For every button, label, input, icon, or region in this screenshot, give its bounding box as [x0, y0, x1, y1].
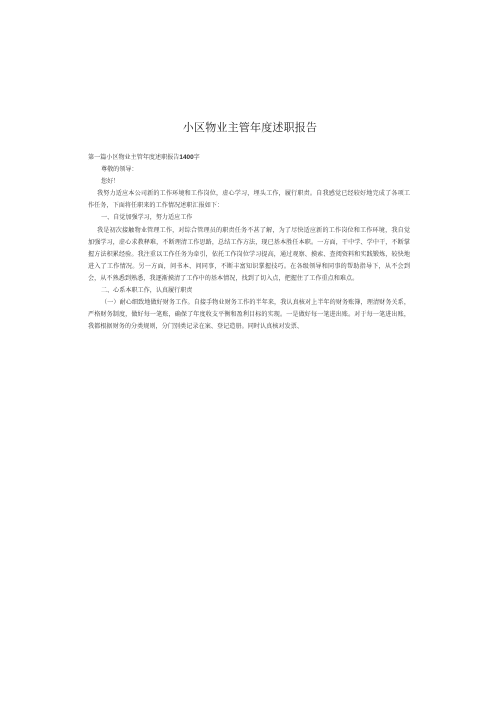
paragraph: 我是初次接触物业管理工作，对综合管理员的职责任务不甚了解，为了尽快适应新的工作岗位和工作环境，我自觉加强学习，虚心求教释难，不断理清工作思路，总结工作方法，现已基本胜任本职。一方面，干中学、学中干，不断掌握方法积累经验。我注重以工作任务为牵引，依托工作岗位学习提高，通过观察、摸索、查阅资料和实践锻炼，较快地进入了工作情况。另一方面，问书本、问同事，不断丰富知识掌握技巧。在各级领导和同事的帮助指导下，从不会到会，从不熟悉到熟悉，我逐渐摸清了工作中的基本情况，找到了切入点，把握住了工作重点和难点。: [88, 226, 410, 282]
paragraph: 我努力适应本公司新的工作环境和工作岗位，虚心学习，埋头工作，履行职责。自我感觉已经较好地完成了各项工作任务，下面将任职来的工作情况述职汇报如下：: [88, 190, 410, 210]
document-title: 小区物业主管年度述职报告: [182, 121, 318, 134]
subheading: 一、自觉加强学习，努力适应工作: [101, 214, 193, 222]
section-heading: [88, 152, 410, 164]
heading-number: 1400: [179, 154, 194, 161]
heading-prefix: 第一篇小区物业主管年度述职报告: [88, 154, 180, 161]
greeting: 您好！: [101, 178, 120, 186]
paragraph: （一）耐心细致地做好财务工作。自接手物业财务工作的半年来，我认真核对上半年的财务账簿，理清财务关系，严格财务制度，做好每一笔账，确保了年度收支平衡和盈利目标的实现。一是做好每一笔进出账。对于每一笔进出账，我都根据财务的分类规则，分门别类记录在案、登记造册。同时认真核对发票、: [88, 299, 410, 331]
heading-suffix: 字: [193, 154, 200, 161]
subheading: 二、心系本职工作，认真履行职责: [101, 287, 193, 295]
document-body: [88, 152, 410, 333]
salutation: 尊敬的领导：: [101, 166, 138, 174]
